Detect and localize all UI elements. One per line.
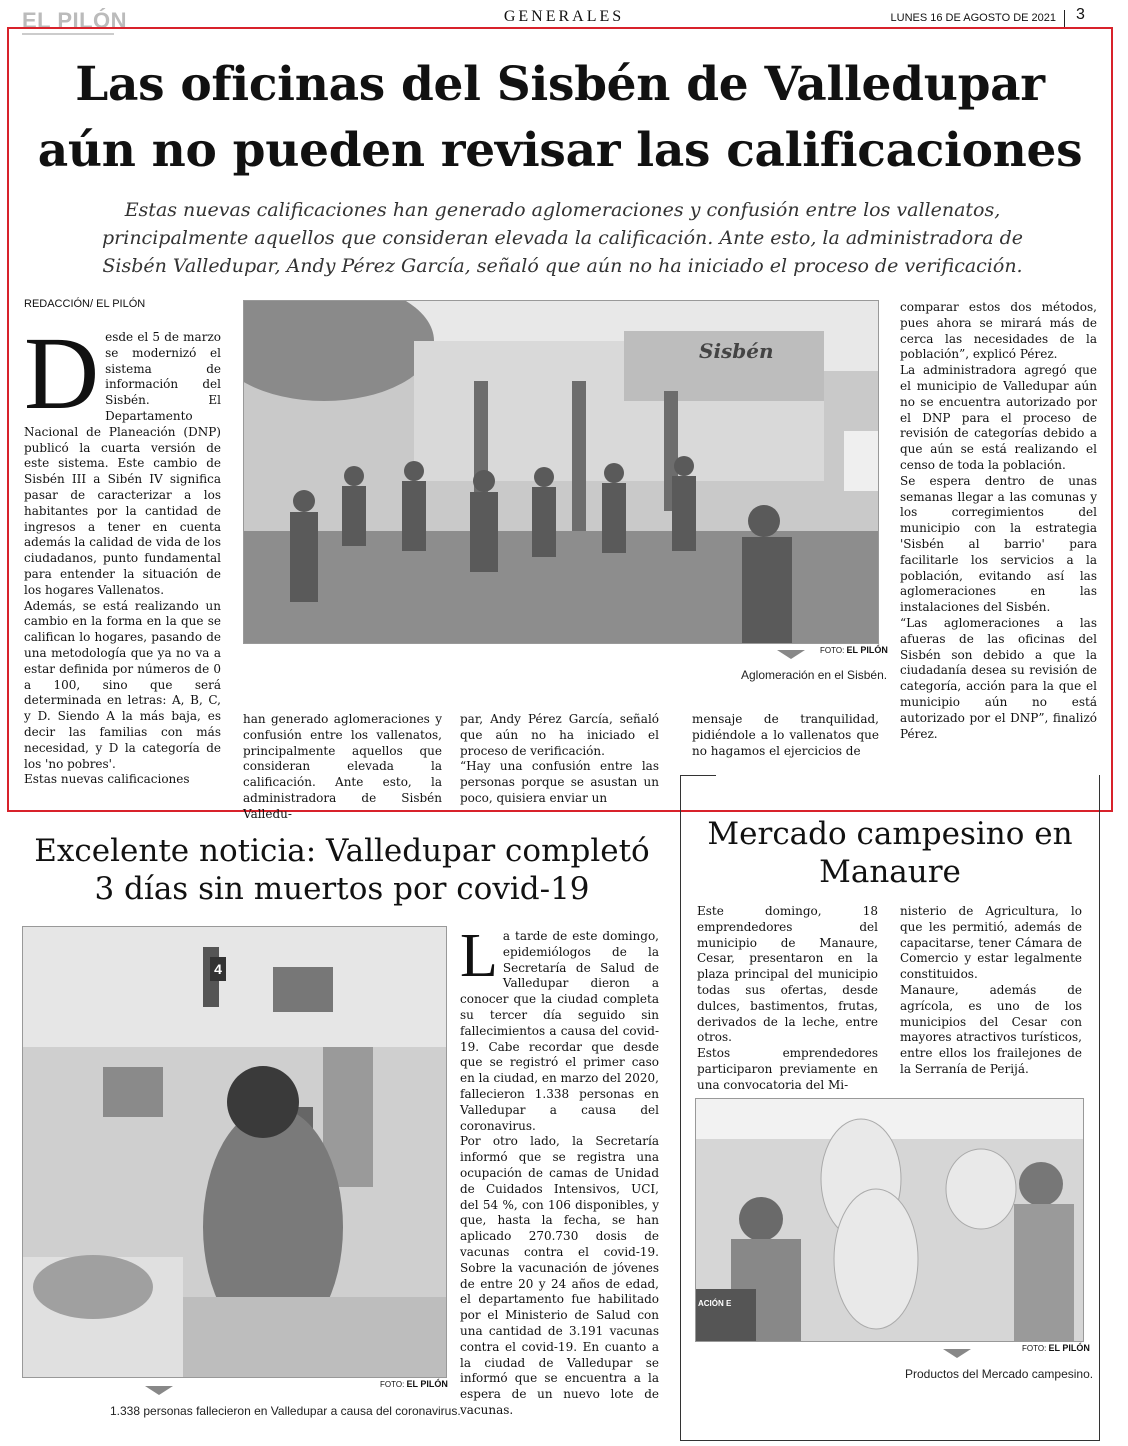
- article2-headline-line1: Excelente noticia: Valledupar completó: [34, 833, 650, 869]
- article1-col3b-text: “Hay una confusión entre las personas porque se asustan un poco, quisiera enviar un: [460, 759, 659, 805]
- credit-prefix: FOTO:: [1022, 1344, 1047, 1353]
- caption-arrow-icon: [943, 1349, 971, 1358]
- article2-headline: [22, 832, 662, 908]
- article3-column-2: [900, 904, 1082, 1078]
- article1-headline-line2: aún no pueden revisar las calificaciones: [37, 123, 1083, 178]
- deck-line: Estas nuevas calificaciones han generado aglomeraciones y confusión entre los vallenatos,: [124, 199, 1001, 221]
- credit-name: EL PILÓN: [1048, 1343, 1090, 1353]
- crowd-illustration: [244, 301, 878, 643]
- article2-text-b: Por otro lado, la Secretaría informó que se registra una ocupación de camas de Unidad de Cuidados Intensivos, UCI, del 54 %, con 106 disponibles, y que, hasta la fecha, se han aplicado 270.730 dosis de vacunas contra el covid-19. Sobre la vacunación de jóvenes de entre 20 y 24 años de edad, el departamento fue habilitado por el Ministerio de Salud con una cantidad de 3.191 vacunas contra el covid-19. En cuanto a la ciudad de Valledupar se informó que se encuentra a la espera de un nuevo lote de vacunas.: [460, 1134, 659, 1417]
- article2-photo: [22, 926, 447, 1378]
- article1-headline-line1: Las oficinas del Sisbén de Valledupar: [75, 57, 1045, 112]
- article1-col5c-text: Se espera dentro de unas semanas llegar a las comunas y los corregimientos del municipio con la estrategia 'Sisbén al barrio' para facilitarle los servicios a la población, evitando así las aglomeraciones en las instalaciones del Sisbén.: [900, 473, 1097, 615]
- article2-body: [460, 922, 659, 1419]
- credit-name: EL PILÓN: [406, 1379, 448, 1389]
- article1-dropcap: D: [24, 316, 100, 431]
- article1-col1c-text: Estas nuevas calificaciones: [24, 772, 190, 787]
- credit-prefix: FOTO:: [820, 646, 845, 655]
- article1-column-3: [460, 712, 659, 807]
- page-number: 3: [1076, 6, 1085, 23]
- article1-byline: REDACCIÓN/ EL PILÓN: [24, 298, 146, 310]
- article3-frame-top: [680, 775, 716, 776]
- newspaper-logo: EL PILÓN: [22, 8, 128, 33]
- caption-arrow-icon: [145, 1386, 173, 1395]
- article3-col1b-text: Estos emprendedores participaron previamente en una convocatoria del Mi-: [697, 1046, 878, 1092]
- issue-date: LUNES 16 DE AGOSTO DE 2021: [890, 12, 1056, 24]
- article1-col5d-text: “Las aglomeraciones a las afueras de las oficinas del Sisbén son debido a que la ciudadanía desea su revisión de categoría, acción para la que el municipio aún no está autorizado por el DNP”, finalizó Pérez.: [900, 615, 1097, 741]
- article1-col1b-text: Además, se está realizando un cambio en la forma en la que se califican lo hogares, pasando de una metodología que ya no va a estar definida por números de 0 a 100, sino que será determinada en letras: A, B, C, y D. Siendo A la más baja, es decir las familias con más necesidad, y D la categoría de los 'no pobres'.: [24, 598, 221, 771]
- article1-col5b-text: La administradora agregó que el municipio de Valledupar aún no se encuentra autorizado por el DNP para el proceso de revisión de categorías debido a que aún se está realizando el censo de toda la población.: [900, 363, 1097, 472]
- market-illustration: [696, 1099, 1083, 1341]
- article3-col2b-text: Manaure, además de agrícola, es uno de los municipios del Cesar con mayores atractivos turísticos, entre ellos los frailejones de la Serranía de Perijá.: [900, 982, 1082, 1076]
- article2-dropcap: L: [460, 922, 498, 990]
- credit-name: EL PILÓN: [846, 645, 888, 655]
- icu-illustration: [23, 927, 446, 1377]
- article3-photo-caption: Productos del Mercado campesino.: [905, 1367, 1094, 1381]
- article1-col3a-text: par, Andy Pérez García, señaló que aún no ha iniciado el proceso de verificación.: [460, 712, 659, 758]
- date-divider: [1064, 10, 1065, 28]
- article1-col5a-text: comparar estos dos métodos, pues ahora se mirará más de cerca las necesidades de la población”, explicó Pérez.: [900, 300, 1097, 362]
- deck-line: principalmente aquellos que consideran elevada la calificación. Ante esto, la administradora de: [102, 227, 1023, 249]
- market-banner-text: ACIÓN E: [698, 1299, 732, 1308]
- article3-headline-line2: Manaure: [819, 854, 961, 890]
- article3-col1a-text: Este domingo, 18 emprendedores del municipio de Manaure, Cesar, presentaron en la plaza principal del municipio todas sus ofertas, desde dulces, bastimentos, frutas, derivados de la leche, entre otros.: [697, 904, 878, 1045]
- sisben-sign: Sisbén: [699, 339, 774, 363]
- article1-column-1: [24, 316, 221, 788]
- article2-photo-credit: [380, 1379, 448, 1389]
- article1-column-4: mensaje de tranquilidad, pidiéndole a lo vallenatos que no hagamos el ejercicios de: [692, 712, 879, 758]
- article3-column-1: [697, 904, 878, 1094]
- article1-deck: [25, 196, 1100, 280]
- article3-photo-credit: [1022, 1343, 1090, 1353]
- article1-column-5: [900, 300, 1097, 742]
- photo-room-number: 4: [210, 957, 226, 981]
- article2-photo-caption: 1.338 personas fallecieron en Valledupar a causa del coronavirus.: [110, 1404, 461, 1418]
- article2-headline-line2: 3 días sin muertos por covid-19: [94, 871, 590, 907]
- article3-col2a-text: nisterio de Agricultura, lo que les permitió, además de capacitarse, tener Cámara de Comercio y estar legalmente constituidos.: [900, 904, 1082, 982]
- article1-column-2: han generado aglomeraciones y confusión entre los vallenatos, principalmente aquellos que consideran elevada la calificación. Ante esto, la administradora de Sisbén Valledu-: [243, 712, 442, 821]
- caption-arrow-icon: [777, 650, 805, 659]
- deck-line: Sisbén Valledupar, Andy Pérez García, señaló que aún no ha iniciado el proceso de verificación.: [102, 255, 1023, 277]
- article1-photo: [243, 300, 879, 644]
- article1-photo-credit: [820, 645, 888, 655]
- section-title: GENERALES: [503, 8, 625, 25]
- article1-photo-caption: Aglomeración en el Sisbén.: [741, 668, 888, 682]
- article1-col1-text: esde el 5 de marzo se modernizó el sistema de información del Sisbén. El Departamento Nacional de Planeación (DNP) publicó la cuarta versión de este sistema. Este cambio de Sisbén III a Sibén IV significa pasar de caracterizar a los habitantes por la cantidad de ingresos a tener en cuenta además la calidad de vida de los ciudadanos, punto fundamental para entender la situación de los hogares Vallenatos.: [24, 330, 221, 597]
- article3-photo: [695, 1098, 1084, 1342]
- credit-prefix: FOTO:: [380, 1380, 405, 1389]
- article3-headline: [690, 815, 1090, 891]
- article2-text-a: a tarde de este domingo, epidemiólogos de la Secretaría de Salud de Valledupar dieron a conocer que la ciudad completa su tercer día seguido sin fallecimientos a causa del covid-19. Cabe recordar que desde que se registró el primer caso en la ciudad, en marzo del 2020, fallecieron 1.338 personas en Valledupar a causa del coronavirus.: [460, 929, 659, 1133]
- article3-headline-line1: Mercado campesino en: [707, 816, 1073, 852]
